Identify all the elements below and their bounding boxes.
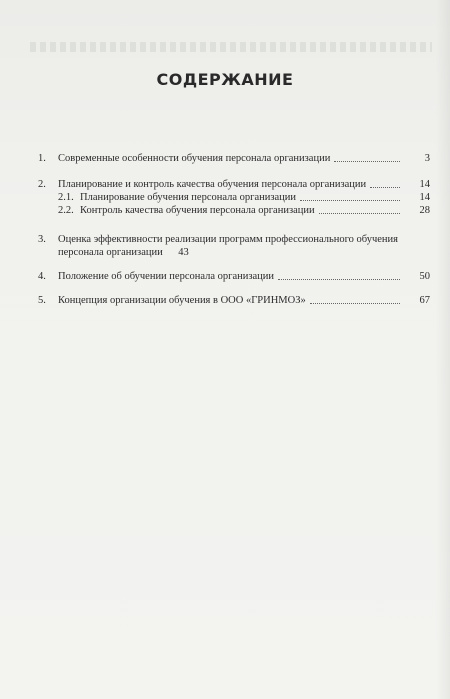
toc-entry-page: 14 bbox=[419, 179, 430, 190]
toc-entry-page: 3 bbox=[424, 153, 430, 164]
toc-entry-3 bbox=[38, 233, 430, 259]
toc-entry-text: Положение об обучении персонала организации bbox=[58, 271, 275, 282]
toc-entry-2 bbox=[38, 178, 430, 191]
toc-entry-4 bbox=[38, 270, 430, 283]
toc-dot-leader bbox=[300, 200, 400, 201]
toc-entry-number: 4. bbox=[38, 271, 46, 282]
print-band bbox=[30, 42, 432, 52]
toc-entry-page: 50 bbox=[419, 271, 430, 282]
toc-dot-leader bbox=[310, 303, 400, 304]
toc-dot-leader bbox=[370, 187, 400, 188]
toc-entry-text: Концепция организации обучения в ООО «ГРИНМОЗ» bbox=[58, 295, 306, 306]
toc-subentry-2-2 bbox=[38, 204, 430, 217]
toc-entry-text-line2: персонала организации bbox=[58, 247, 163, 258]
toc-subentry-number: 2.2. bbox=[58, 205, 74, 216]
page-edge-shadow bbox=[436, 0, 450, 699]
toc-entry-number: 5. bbox=[38, 295, 46, 306]
toc-subentry-page: 14 bbox=[419, 192, 430, 203]
toc-entry-number: 2. bbox=[38, 179, 46, 190]
toc-dot-leader bbox=[319, 213, 400, 214]
toc-dot-leader bbox=[278, 279, 400, 280]
toc-subentry-text: Контроль качества обучения персонала организации bbox=[80, 205, 315, 216]
toc-subentry-page: 28 bbox=[419, 205, 430, 216]
toc-entry-text: Современные особенности обучения персонала организации bbox=[58, 153, 331, 164]
toc-entry-1 bbox=[38, 152, 430, 165]
toc-subentry-text: Планирование обучения персонала организации bbox=[80, 192, 297, 203]
toc-entry-text: Планирование и контроль качества обучения персонала организации bbox=[58, 179, 367, 190]
toc-dot-leader bbox=[334, 161, 400, 162]
toc-entry-number: 3. bbox=[38, 234, 46, 245]
toc-entry-5 bbox=[38, 294, 430, 307]
table-of-contents bbox=[38, 152, 430, 307]
toc-entry-text-line1: Оценка эффективности реализации программ профессионального обучения bbox=[58, 234, 398, 245]
toc-entry-number: 1. bbox=[38, 153, 46, 164]
toc-subentry-number: 2.1. bbox=[58, 192, 74, 203]
toc-subentry-2-1 bbox=[38, 191, 430, 204]
page-title: СОДЕРЖАНИЕ bbox=[156, 70, 294, 89]
toc-entry-page: 67 bbox=[419, 295, 430, 306]
toc-entry-page: 43 bbox=[178, 247, 189, 258]
